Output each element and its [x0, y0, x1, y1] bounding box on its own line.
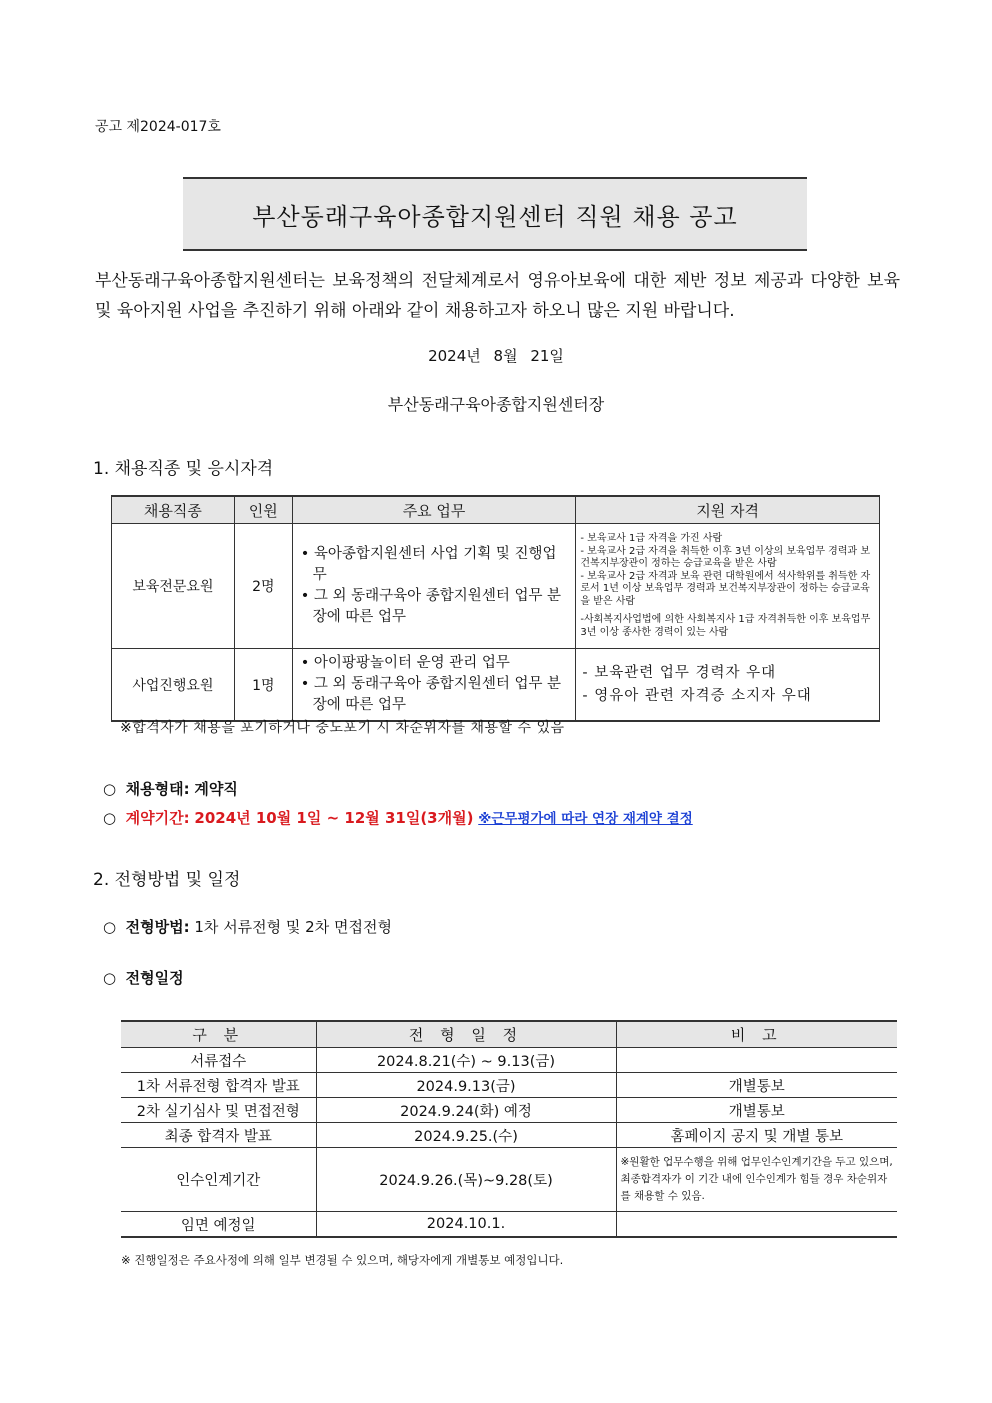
header-job: 채용직종 — [112, 496, 235, 524]
employment-type-label: 채용형태: — [125, 780, 190, 798]
contract-period-label: 계약기간: — [125, 809, 190, 827]
schedule-date: 2024.10.1. — [316, 1212, 616, 1238]
header-count: 인원 — [234, 496, 292, 524]
remark — [616, 1048, 897, 1073]
schedule-date: 2024.9.13(금) — [316, 1073, 616, 1098]
circle-bullet-icon: ○ — [103, 780, 117, 798]
duty-item: • 그 외 동래구육아 종합지원센터 업무 분장에 따른 업무 — [300, 676, 562, 713]
section1-heading: 1. 채용직종 및 응시자격 — [93, 459, 274, 479]
duties-cell — [292, 649, 576, 722]
notice-number: 공고 제2024-017호 — [95, 119, 221, 135]
duty-item: • 아이팡팡놀이터 운영 관리 업무 — [300, 655, 510, 671]
circle-bullet-icon: ○ — [103, 809, 117, 827]
stage: 최종 합격자 발표 — [121, 1123, 316, 1148]
qual-item: - 보육교사 2급 자격과 보육 관련 대학원에서 석사학위를 취득한 자로서 1년 이상 보육업무 경력과 보건복지부장관이 정하는 승급교육을 받은 사람 — [580, 570, 871, 607]
circle-bullet-icon: ○ — [103, 969, 117, 987]
employment-type — [103, 778, 238, 799]
duties-cell — [292, 524, 576, 649]
headcount: 2명 — [234, 524, 292, 649]
selection-schedule — [103, 967, 184, 988]
issuer: 부산동래구육아종합지원센터장 — [387, 395, 605, 414]
table-row — [112, 649, 880, 722]
remark: 홈페이지 공지 및 개별 통보 — [616, 1123, 897, 1148]
table-row — [121, 1212, 897, 1238]
announcement-date: 2024년 8월 21일 — [428, 347, 564, 365]
qualifications-cell — [576, 524, 880, 649]
schedule-table — [121, 1020, 897, 1238]
stage: 2차 실기심사 및 면접전형 — [121, 1098, 316, 1123]
selection-method — [103, 916, 392, 937]
qual-item: -사회복지사업법에 의한 사회복지사 1급 자격취득한 이후 보육업무 3년 이상 종사한 경력이 있는 사람 — [580, 614, 871, 638]
header-duties: 주요 업무 — [292, 496, 576, 524]
remark: 개별통보 — [616, 1098, 897, 1123]
intro-paragraph: 부산동래구육아종합지원센터는 보육정책의 전달체계로서 영유아보육에 대한 제반 정보 제공과 다양한 보육 및 육아지원 사업을 추진하기 위해 아래와 같이 채용하고자 하오니 많은 지원 바랍니다. — [95, 271, 900, 321]
header-qualifications: 지원 자격 — [576, 496, 880, 524]
schedule-date: 2024.8.21(수) ~ 9.13(금) — [316, 1048, 616, 1073]
remark — [616, 1212, 897, 1238]
schedule-date: 2024.9.25.(수) — [316, 1123, 616, 1148]
duty-item: • 그 외 동래구육아 종합지원센터 업무 분장에 따른 업무 — [300, 588, 562, 625]
qual-item: - 보육교사 2급 자격을 취득한 이후 3년 이상의 보육업무 경력과 보건복지부장관이 정하는 승급교육을 받은 사람 — [580, 545, 870, 569]
schedule-date: 2024.9.26.(목)~9.28(토) — [316, 1148, 616, 1212]
renewal-note-link[interactable]: ※근무평가에 따라 연장 재계약 결정 — [478, 811, 693, 827]
stage: 임면 예정일 — [121, 1212, 316, 1238]
headcount: 1명 — [234, 649, 292, 722]
job-name: 보육전문요원 — [112, 524, 235, 649]
table-header-row — [121, 1021, 897, 1048]
table-row — [121, 1148, 897, 1212]
qualifications-cell — [576, 649, 880, 722]
stage: 인수인계기간 — [121, 1148, 316, 1212]
contract-period — [103, 807, 693, 828]
table-note: ※합격자가 채용을 포기하거나 중도포기 시 차순위자를 채용할 수 있음 — [120, 720, 565, 736]
selection-method-value: 1차 서류전형 및 2차 면접전형 — [194, 918, 392, 936]
stage: 1차 서류전형 합격자 발표 — [121, 1073, 316, 1098]
employment-type-value: 계약직 — [194, 780, 238, 798]
duty-item: • 육아종합지원센터 사업 기획 및 진행업무 — [300, 546, 557, 583]
header-date: 전 형 일 정 — [316, 1021, 616, 1048]
remark: ※원활한 업무수행을 위해 업무인수인계기간을 두고 있으며,최종합격자가 이 기간 내에 인수인계가 힘들 경우 차순위자를 채용할 수 있음. — [616, 1148, 897, 1212]
selection-schedule-label: 전형일정 — [125, 969, 184, 987]
header-remark: 비 고 — [616, 1021, 897, 1048]
table-row — [112, 524, 880, 649]
section2-heading: 2. 전형방법 및 일정 — [93, 870, 241, 890]
table-row — [121, 1123, 897, 1148]
schedule-note: ※ 진행일정은 주요사정에 의해 일부 변경될 수 있으며, 해당자에게 개별통보 예정입니다. — [121, 1253, 564, 1267]
job-name: 사업진행요원 — [112, 649, 235, 722]
qual-item: - 보육관련 업무 경력자 우대 — [582, 664, 777, 681]
page-title: 부산동래구육아종합지원센터 직원 채용 공고 — [183, 177, 807, 251]
header-stage: 구 분 — [121, 1021, 316, 1048]
qual-item: - 보육교사 1급 자격을 가진 사람 — [580, 533, 723, 544]
table-row — [121, 1073, 897, 1098]
table-row — [121, 1098, 897, 1123]
circle-bullet-icon: ○ — [103, 918, 117, 936]
selection-method-label: 전형방법: — [125, 918, 190, 936]
table-header-row — [112, 496, 880, 524]
table-row — [121, 1048, 897, 1073]
schedule-date: 2024.9.24(화) 예정 — [316, 1098, 616, 1123]
qual-item: - 영유아 관련 자격증 소지자 우대 — [582, 687, 812, 704]
job-qualification-table — [111, 495, 880, 722]
stage: 서류접수 — [121, 1048, 316, 1073]
remark: 개별통보 — [616, 1073, 897, 1098]
contract-period-value: 2024년 10월 1일 ~ 12월 31일(3개월) — [194, 809, 474, 827]
